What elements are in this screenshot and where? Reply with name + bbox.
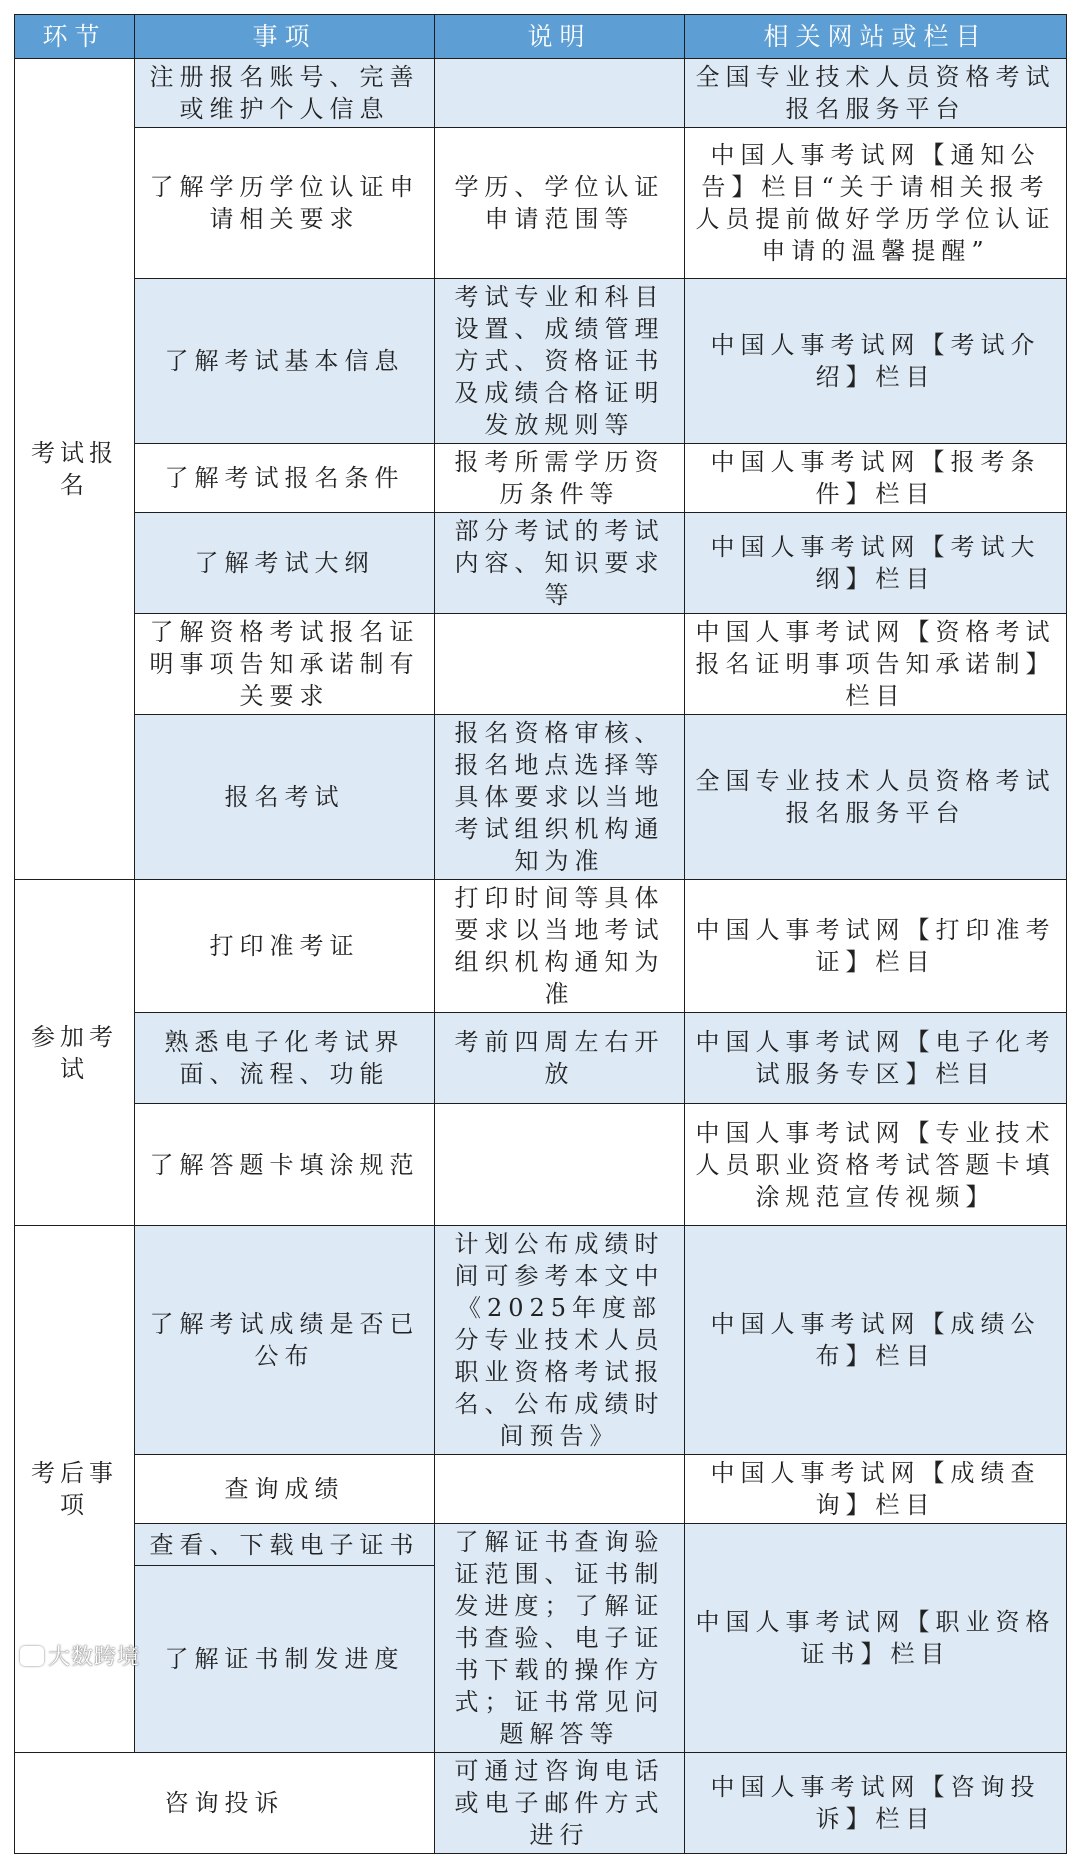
table-row (15, 513, 1067, 614)
exam-process-table (14, 14, 1067, 1854)
header-note: 说明 (435, 15, 685, 59)
site-cell: 中国人事考试网【专业技术人员职业资格考试答题卡填涂规范宣传视频】 (685, 1104, 1067, 1226)
item-cell-consult: 咨询投诉 (15, 1753, 435, 1854)
item-cell: 了解考试报名条件 (135, 444, 435, 513)
item-cell: 了解资格考试报名证明事项告知承诺制有关要求 (135, 614, 435, 715)
item-cell: 查看、下载电子证书 (135, 1524, 435, 1566)
table-header-row (15, 15, 1067, 59)
note-cell: 考前四周左右开放 (435, 1013, 685, 1104)
camera-icon (20, 1646, 44, 1666)
table-row (15, 614, 1067, 715)
stage-attend: 参加考试 (15, 880, 135, 1226)
table-row (15, 715, 1067, 880)
site-cell: 中国人事考试网【资格考试报名证明事项告知承诺制】栏目 (685, 614, 1067, 715)
watermark (20, 1640, 140, 1671)
table-row (15, 1524, 1067, 1566)
header-item: 事项 (135, 15, 435, 59)
note-cell: 计划公布成绩时间可参考本文中《2025年度部分专业技术人员职业资格考试报名、公布成绩时间预告》 (435, 1226, 685, 1455)
table-row (15, 128, 1067, 279)
table-row (15, 1226, 1067, 1455)
site-cell: 中国人事考试网【职业资格证书】栏目 (685, 1524, 1067, 1753)
note-cell: 打印时间等具体要求以当地考试组织机构通知为准 (435, 880, 685, 1013)
site-cell: 中国人事考试网【成绩公布】栏目 (685, 1226, 1067, 1455)
stage-after: 考后事项 (15, 1226, 135, 1753)
site-cell: 中国人事考试网【成绩查询】栏目 (685, 1455, 1067, 1524)
item-cell: 了解考试基本信息 (135, 279, 435, 444)
item-cell: 查询成绩 (135, 1455, 435, 1524)
table-row (15, 1104, 1067, 1226)
header-stage: 环节 (15, 15, 135, 59)
site-cell: 中国人事考试网【报考条件】栏目 (685, 444, 1067, 513)
header-site: 相关网站或栏目 (685, 15, 1067, 59)
site-cell: 中国人事考试网【考试介绍】栏目 (685, 279, 1067, 444)
note-cell: 报考所需学历资历条件等 (435, 444, 685, 513)
item-cell: 打印准考证 (135, 880, 435, 1013)
site-cell: 全国专业技术人员资格考试报名服务平台 (685, 59, 1067, 128)
note-cell: 部分考试的考试内容、知识要求等 (435, 513, 685, 614)
stage-registration: 考试报名 (15, 59, 135, 880)
table-row (15, 59, 1067, 128)
table-row (15, 444, 1067, 513)
table-row (15, 279, 1067, 444)
watermark-text: 大数跨境 (48, 1645, 141, 1670)
site-cell: 中国人事考试网【咨询投诉】栏目 (685, 1753, 1067, 1854)
table-row (15, 1753, 1067, 1854)
site-cell: 全国专业技术人员资格考试报名服务平台 (685, 715, 1067, 880)
note-cell (435, 1104, 685, 1226)
note-cell: 学历、学位认证申请范围等 (435, 128, 685, 279)
note-cell (435, 59, 685, 128)
item-cell: 报名考试 (135, 715, 435, 880)
table-row (15, 1455, 1067, 1524)
site-cell: 中国人事考试网【打印准考证】栏目 (685, 880, 1067, 1013)
item-cell: 了解学历学位认证申请相关要求 (135, 128, 435, 279)
item-cell: 了解答题卡填涂规范 (135, 1104, 435, 1226)
item-cell: 了解考试大纲 (135, 513, 435, 614)
site-cell: 中国人事考试网【电子化考试服务专区】栏目 (685, 1013, 1067, 1104)
item-cell: 了解考试成绩是否已公布 (135, 1226, 435, 1455)
note-cell: 考试专业和科目设置、成绩管理方式、资格证书及成绩合格证明发放规则等 (435, 279, 685, 444)
note-cell (435, 614, 685, 715)
note-cell (435, 1455, 685, 1524)
table-row (15, 880, 1067, 1013)
note-cell: 可通过咨询电话或电子邮件方式进行 (435, 1753, 685, 1854)
item-cell: 熟悉电子化考试界面、流程、功能 (135, 1013, 435, 1104)
item-cell: 了解证书制发进度 (135, 1566, 435, 1753)
note-cell: 了解证书查询验证范围、证书制发进度；了解证书查验、电子证书下载的操作方式；证书常见问题解答等 (435, 1524, 685, 1753)
site-cell: 中国人事考试网【通知公告】栏目“关于请相关报考人员提前做好学历学位认证申请的温馨提醒” (685, 128, 1067, 279)
note-cell: 报名资格审核、报名地点选择等具体要求以当地考试组织机构通知为准 (435, 715, 685, 880)
table-row (15, 1013, 1067, 1104)
item-cell: 注册报名账号、完善或维护个人信息 (135, 59, 435, 128)
site-cell: 中国人事考试网【考试大纲】栏目 (685, 513, 1067, 614)
